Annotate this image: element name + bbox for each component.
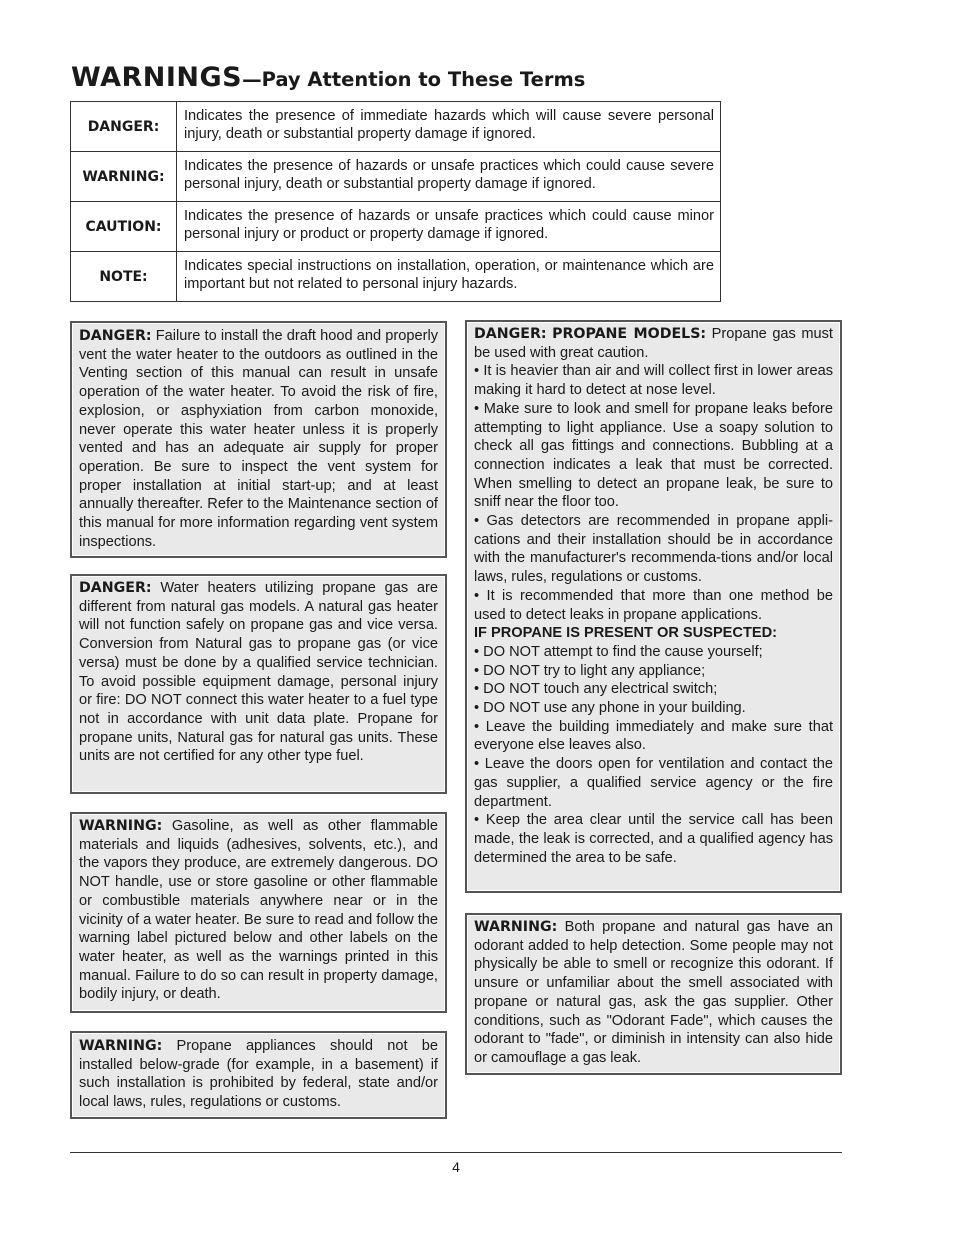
notice-text [79, 1037, 438, 1112]
list-item: • Make sure to look and smell for propane leaks before attempting to light appliance. Use a soapy solution to check all gas fittings and connections. Bubbling at a connection indicates a leak that must be corrected. When smelling to detect an propane leak, be sure to sniff near the floor too. [474, 400, 833, 511]
list-item: • It is heavier than air and will collect first in lower areas making it hard to detect at nose level. [474, 363, 833, 399]
table-row [71, 252, 721, 302]
notice-label: WARNING: [79, 818, 163, 834]
term-label: DANGER: [71, 102, 177, 152]
footer-divider [70, 1152, 842, 1153]
notice-label: WARNING: [474, 919, 558, 935]
terms-table [70, 101, 721, 302]
notice-text [474, 918, 833, 1068]
notice-body: Both propane and natural gas have an odorant added to help detection. Some people may not physically be able to smell or recognize this odorant. If unsure or unfamiliar about the smell associated with propane or natural gas, ask the gas supplier. Other conditions, such as "Odorant Fade", which causes the odorant to "fade", or diminish in intensity can also hide or camouflage a gas leak. [474, 919, 833, 1066]
notice-body: Propane appliances should not be installed below-grade (for example, in a basement) if such installation is prohibited by federal, state and/or local laws, rules, regulations or customs. [79, 1038, 438, 1111]
term-label: CAUTION: [71, 202, 177, 252]
list-item: • It is recommended that more than one method be used to detect leaks in propane applications. [474, 587, 833, 623]
notice-label: DANGER: [474, 326, 547, 342]
page-title [71, 62, 585, 93]
notice-heading: PROPANE MODELS: [552, 326, 707, 342]
term-label: WARNING: [71, 152, 177, 202]
notice-body: Gasoline, as well as other flammable materials and liquids (adhesives, solvents, etc.), and the vapors they produce, are extremely dangerous. DO NOT handle, use or store gasoline or other flammable or combustible materials anywhere near or in the vicinity of a water heater. Be sure to read and follow the warning label pictured below and other labels on the water heater, as well as the warnings printed in this manual. Failure to do so can result in property damage, bodily injury, or death. [79, 818, 438, 1003]
notice-label: DANGER: [79, 580, 152, 596]
page-number: 4 [452, 1159, 460, 1175]
table-row [71, 202, 721, 252]
notice-text [79, 579, 438, 766]
notice-body: Failure to install the draft hood and properly vent the water heater to the outdoors as outlined in the Venting section of this manual can result in unsafe operation of the water heater. To avoid the risk of fire, explosion, or asphyxiation from carbon monoxide, never operate this water heater unless it is properly vented and has an adequate air supply for proper operation. Be sure to inspect the vent system for proper installation at initial start-up; and at least annually thereafter. Refer to the Maintenance section of this manual for more information regarding vent system inspections. [79, 328, 439, 550]
notice-text [79, 327, 438, 551]
table-row [71, 152, 721, 202]
below-grade-warning-box [70, 1031, 447, 1119]
title-main: WARNINGS [71, 62, 243, 93]
list-item: • Keep the area clear until the service call has been made, the leak is corrected, and a qualified agency has determined the area to be safe. [474, 812, 833, 866]
term-definition: Indicates the presence of immediate hazards which will cause severe personal injury, death or substantial property damage if ignored. [177, 102, 721, 152]
list-item: • Gas detectors are recommended in propane appli-cations and their installation should be in accordance with the manufacturer's recommenda-tions and/or local laws, rules, regulations or customs. [474, 513, 833, 586]
notice-body: Propane gas must be used with great caution. [474, 326, 833, 361]
list-item: • DO NOT touch any electrical switch; [474, 681, 718, 698]
vent-danger-box [70, 321, 447, 558]
list-item: • DO NOT attempt to find the cause yourself; [474, 643, 763, 660]
propane-subheading: IF PROPANE IS PRESENT OR SUSPECTED: [474, 625, 777, 642]
notice-label: WARNING: [79, 1038, 163, 1054]
notice-label: DANGER: [79, 328, 152, 344]
list-item: • Leave the building immediately and make sure that everyone else leaves also. [474, 718, 833, 754]
term-label: NOTE: [71, 252, 177, 302]
list-item: • Leave the doors open for ventilation and contact the gas supplier, a qualified service agency or the fire department. [474, 756, 833, 810]
notice-intro [474, 325, 833, 362]
odorant-warning-box [465, 913, 842, 1075]
term-definition: Indicates the presence of hazards or unsafe practices which could cause minor personal injury or product or property damage if ignored. [177, 202, 721, 252]
term-definition: Indicates the presence of hazards or unsafe practices which could cause severe personal injury, death or substantial property damage if ignored. [177, 152, 721, 202]
fuel-danger-box [70, 574, 447, 794]
gasoline-warning-box [70, 812, 447, 1013]
notice-text [79, 817, 438, 1004]
term-definition: Indicates special instructions on installation, operation, or maintenance which are important but not related to personal injury hazards. [177, 252, 721, 302]
list-item: • DO NOT try to light any appliance; [474, 662, 706, 679]
list-item: • DO NOT use any phone in your building. [474, 700, 746, 717]
propane-danger-box [465, 320, 842, 893]
notice-body: Water heaters utilizing propane gas are different from natural gas models. A natural gas heater will not function safely on propane gas and vice versa. Conversion from Natural gas to propane gas (or vice versa) must be done by a qualified service technician. To avoid possible equipment damage, personal injury or fire: DO NOT connect this water heater to a fuel type not in accordance with unit data plate. Propane for propane units, Natural gas for natural gas units. These units are not certified for any other type fuel. [79, 580, 438, 765]
table-row [71, 102, 721, 152]
title-subtitle: —Pay Attention to These Terms [242, 68, 586, 91]
